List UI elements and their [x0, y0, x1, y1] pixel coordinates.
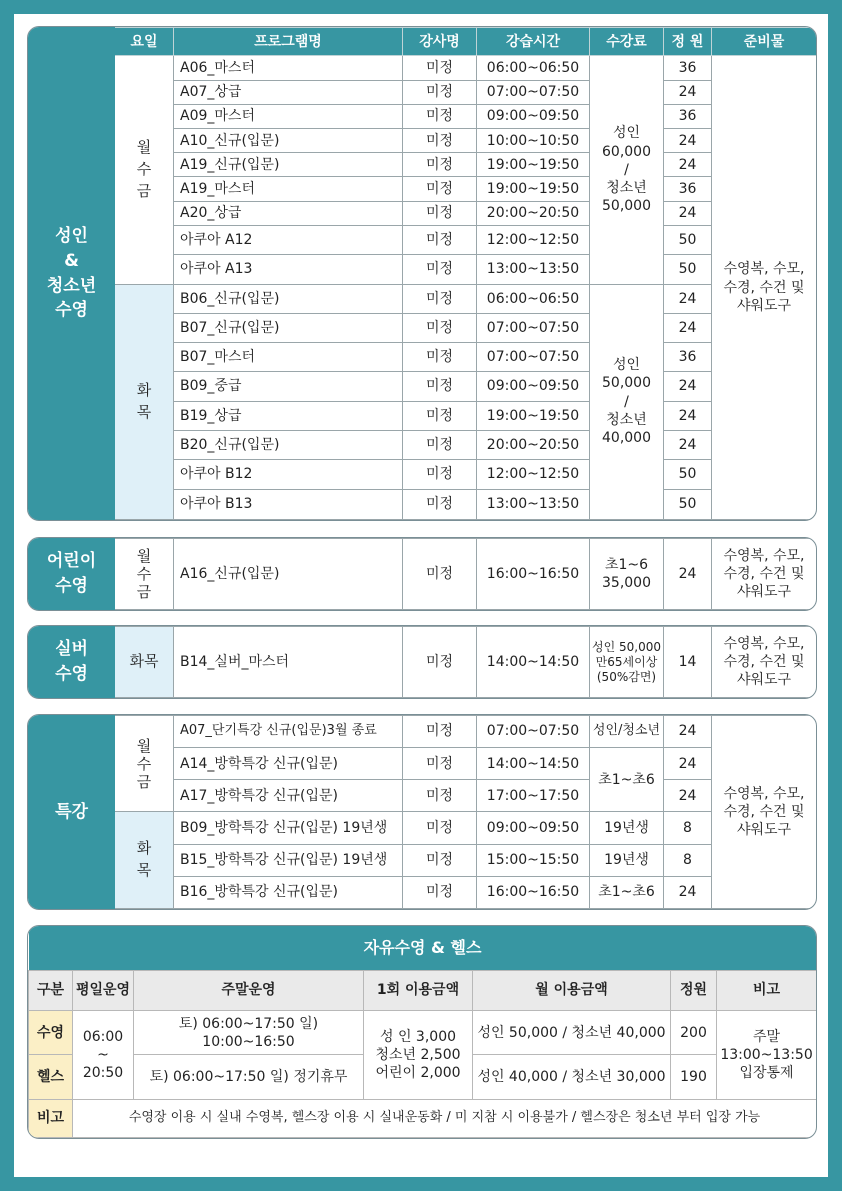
day-mwf: 월 수 금 — [115, 539, 174, 610]
header-monthly-fee: 월 이용금액 — [473, 970, 671, 1010]
class-time: 20:00~20:50 — [477, 431, 590, 460]
capacity: 36 — [664, 343, 712, 372]
program-name: B07_마스터 — [174, 343, 403, 372]
free-swim-gym-table — [27, 925, 817, 1139]
header-capacity: 정원 — [671, 970, 717, 1010]
class-time: 09:00~09:50 — [477, 104, 590, 128]
capacity: 24 — [664, 431, 712, 460]
class-time: 07:00~07:50 — [477, 343, 590, 372]
row-label-remark: 비고 — [29, 1099, 73, 1137]
header-time: 강습시간 — [477, 28, 590, 56]
capacity: 24 — [664, 284, 712, 313]
day-tt: 화목 — [115, 627, 174, 698]
instructor: 미정 — [403, 313, 477, 342]
program-name: B16_방학특강 신규(입문) — [174, 876, 403, 908]
capacity: 36 — [664, 177, 712, 201]
capacity: 24 — [664, 748, 712, 780]
capacity: 24 — [664, 80, 712, 104]
fee: 19년생 — [590, 812, 664, 844]
class-time: 07:00~07:50 — [477, 716, 590, 748]
class-time: 15:00~15:50 — [477, 844, 590, 876]
capacity: 24 — [664, 539, 712, 610]
capacity: 50 — [664, 489, 712, 519]
header-single-fee: 1회 이용금액 — [364, 970, 473, 1010]
instructor: 미정 — [403, 627, 477, 698]
table-row — [29, 1099, 817, 1137]
instructor: 미정 — [403, 80, 477, 104]
category-children: 어린이 수영 — [29, 539, 115, 610]
instructor: 미정 — [403, 748, 477, 780]
header-row — [29, 28, 817, 56]
day-tt: 화 목 — [115, 284, 174, 519]
class-time: 13:00~13:50 — [477, 489, 590, 519]
row-label-swim: 수영 — [29, 1011, 73, 1055]
prep-items — [712, 56, 817, 520]
program-name: B14_실버_마스터 — [174, 627, 403, 698]
category-adult: 성인 & 청소년 수영 — [29, 28, 115, 520]
monthly-fee: 성인 50,000 / 청소년 40,000 — [473, 1011, 671, 1055]
capacity: 50 — [664, 460, 712, 489]
class-time: 06:00~06:50 — [477, 56, 590, 80]
class-time: 13:00~13:50 — [477, 255, 590, 284]
table-row — [29, 539, 817, 610]
program-name: B09_중급 — [174, 372, 403, 401]
instructor: 미정 — [403, 177, 477, 201]
prep-items: 수영복, 수모, 수경, 수건 및 샤워도구 — [712, 627, 817, 698]
program-name: 아쿠아 B12 — [174, 460, 403, 489]
instructor: 미정 — [403, 104, 477, 128]
capacity: 36 — [664, 104, 712, 128]
program-name: A20_상급 — [174, 201, 403, 225]
capacity: 24 — [664, 716, 712, 748]
class-time: 14:00~14:50 — [477, 748, 590, 780]
class-time: 07:00~07:50 — [477, 313, 590, 342]
day-mwf: 월 수 금 — [115, 56, 174, 284]
fee: 초1~초6 — [590, 876, 664, 908]
instructor: 미정 — [403, 343, 477, 372]
category-special: 특강 — [29, 716, 115, 909]
capacity: 24 — [664, 372, 712, 401]
capacity: 24 — [664, 201, 712, 225]
program-name: A19_신규(입문) — [174, 153, 403, 177]
fee-tt: 성인 50,000 / 청소년 40,000 — [590, 284, 664, 519]
program-name: B15_방학특강 신규(입문) 19년생 — [174, 844, 403, 876]
table-row — [29, 284, 817, 313]
instructor: 미정 — [403, 844, 477, 876]
program-name: B07_신규(입문) — [174, 313, 403, 342]
instructor: 미정 — [403, 489, 477, 519]
day-mwf: 월 수 금 — [115, 716, 174, 812]
instructor: 미정 — [403, 255, 477, 284]
instructor: 미정 — [403, 128, 477, 152]
capacity: 50 — [664, 255, 712, 284]
prep-line: 수영복, 수모, — [723, 261, 805, 278]
capacity: 36 — [664, 56, 712, 80]
fee-mwf: 성인 60,000 / 청소년 50,000 — [590, 56, 664, 284]
program-name: 아쿠아 A12 — [174, 225, 403, 254]
table-row — [29, 1011, 817, 1055]
weekday-hours: 06:00 ~ 20:50 — [73, 1011, 134, 1100]
program-name: 아쿠아 A13 — [174, 255, 403, 284]
prep-line: 수경, 수건 및 — [723, 279, 805, 296]
capacity: 24 — [664, 780, 712, 812]
table-row — [29, 812, 817, 844]
instructor: 미정 — [403, 876, 477, 908]
fee: 19년생 — [590, 844, 664, 876]
fee: 초1~초6 — [590, 748, 664, 812]
fee: 성인/청소년 — [590, 716, 664, 748]
program-name: A07_상급 — [174, 80, 403, 104]
class-time: 14:00~14:50 — [477, 627, 590, 698]
adult-youth-schedule — [27, 26, 817, 521]
class-time: 19:00~19:50 — [477, 401, 590, 430]
instructor: 미정 — [403, 401, 477, 430]
program-name: A10_신규(입문) — [174, 128, 403, 152]
program-name: A17_방학특강 신규(입문) — [174, 780, 403, 812]
class-time: 09:00~09:50 — [477, 812, 590, 844]
program-name: B09_방학특강 신규(입문) 19년생 — [174, 812, 403, 844]
row-label-gym: 헬스 — [29, 1055, 73, 1099]
instructor: 미정 — [403, 460, 477, 489]
class-time: 12:00~12:50 — [477, 460, 590, 489]
fee: 성인 50,000 만65세이상 (50%감면) — [590, 627, 664, 698]
prep-items: 수영복, 수모, 수경, 수건 및 샤워도구 — [712, 539, 817, 610]
class-time: 16:00~16:50 — [477, 876, 590, 908]
instructor: 미정 — [403, 812, 477, 844]
instructor: 미정 — [403, 539, 477, 610]
program-name: A06_마스터 — [174, 56, 403, 80]
single-fee: 성 인 3,000 청소년 2,500 어린이 2,000 — [364, 1011, 473, 1100]
header-fee: 수강료 — [590, 28, 664, 56]
capacity: 8 — [664, 812, 712, 844]
instructor: 미정 — [403, 201, 477, 225]
weekend-hours: 토) 06:00~17:50 일) 정기휴무 — [134, 1055, 364, 1099]
weekend-hours: 토) 06:00~17:50 일) 10:00~16:50 — [134, 1011, 364, 1055]
header-row — [29, 970, 817, 1010]
capacity: 24 — [664, 128, 712, 152]
header-category: 구분 — [29, 970, 73, 1010]
program-name: 아쿠아 B13 — [174, 489, 403, 519]
program-name: B19_상급 — [174, 401, 403, 430]
special-schedule — [27, 714, 817, 910]
monthly-fee: 성인 40,000 / 청소년 30,000 — [473, 1055, 671, 1099]
class-time: 12:00~12:50 — [477, 225, 590, 254]
capacity: 8 — [664, 844, 712, 876]
header-instructor: 강사명 — [403, 28, 477, 56]
program-name: A07_단기특강 신규(입문)3월 종료 — [174, 716, 403, 748]
note: 주말 13:00~13:50 입장통제 — [717, 1011, 817, 1100]
class-time: 16:00~16:50 — [477, 539, 590, 610]
capacity: 24 — [664, 401, 712, 430]
header-capacity: 정 원 — [664, 28, 712, 56]
class-time: 10:00~10:50 — [477, 128, 590, 152]
capacity: 50 — [664, 225, 712, 254]
instructor: 미정 — [403, 431, 477, 460]
class-time: 20:00~20:50 — [477, 201, 590, 225]
capacity: 24 — [664, 313, 712, 342]
prep-items: 수영복, 수모, 수경, 수건 및 샤워도구 — [712, 716, 817, 909]
fee: 초1~6 35,000 — [590, 539, 664, 610]
class-time: 19:00~19:50 — [477, 177, 590, 201]
class-time: 06:00~06:50 — [477, 284, 590, 313]
capacity: 24 — [664, 876, 712, 908]
instructor: 미정 — [403, 225, 477, 254]
capacity: 14 — [664, 627, 712, 698]
program-name: A16_신규(입문) — [174, 539, 403, 610]
instructor: 미정 — [403, 372, 477, 401]
instructor: 미정 — [403, 56, 477, 80]
class-time: 07:00~07:50 — [477, 80, 590, 104]
class-time: 09:00~09:50 — [477, 372, 590, 401]
header-note: 비고 — [717, 970, 817, 1010]
table-row — [29, 56, 817, 80]
prep-line: 샤워도구 — [736, 297, 792, 314]
header-program: 프로그램명 — [174, 28, 403, 56]
header-prep: 준비물 — [712, 28, 817, 56]
program-name: B06_신규(입문) — [174, 284, 403, 313]
table-row — [29, 716, 817, 748]
capacity: 190 — [671, 1055, 717, 1099]
remark-text: 수영장 이용 시 실내 수영복, 헬스장 이용 시 실내운동화 / 미 지참 시 이용불가 / 헬스장은 청소년 부터 입장 가능 — [73, 1099, 817, 1137]
capacity: 200 — [671, 1011, 717, 1055]
instructor: 미정 — [403, 153, 477, 177]
category-silver: 실버 수영 — [29, 627, 115, 698]
silver-schedule — [27, 625, 817, 699]
program-name: B20_신규(입문) — [174, 431, 403, 460]
instructor: 미정 — [403, 780, 477, 812]
free-swim-title: 자유수영 & 헬스 — [29, 926, 817, 970]
children-schedule — [27, 537, 817, 611]
capacity: 24 — [664, 153, 712, 177]
header-day: 요일 — [115, 28, 174, 56]
day-tt: 화 목 — [115, 812, 174, 909]
program-name: A19_마스터 — [174, 177, 403, 201]
instructor: 미정 — [403, 716, 477, 748]
program-name: A09_마스터 — [174, 104, 403, 128]
header-weekend: 주말운영 — [134, 970, 364, 1010]
table-row — [29, 627, 817, 698]
instructor: 미정 — [403, 284, 477, 313]
header-weekday: 평일운영 — [73, 970, 134, 1010]
program-name: A14_방학특강 신규(입문) — [174, 748, 403, 780]
class-time: 19:00~19:50 — [477, 153, 590, 177]
class-time: 17:00~17:50 — [477, 780, 590, 812]
